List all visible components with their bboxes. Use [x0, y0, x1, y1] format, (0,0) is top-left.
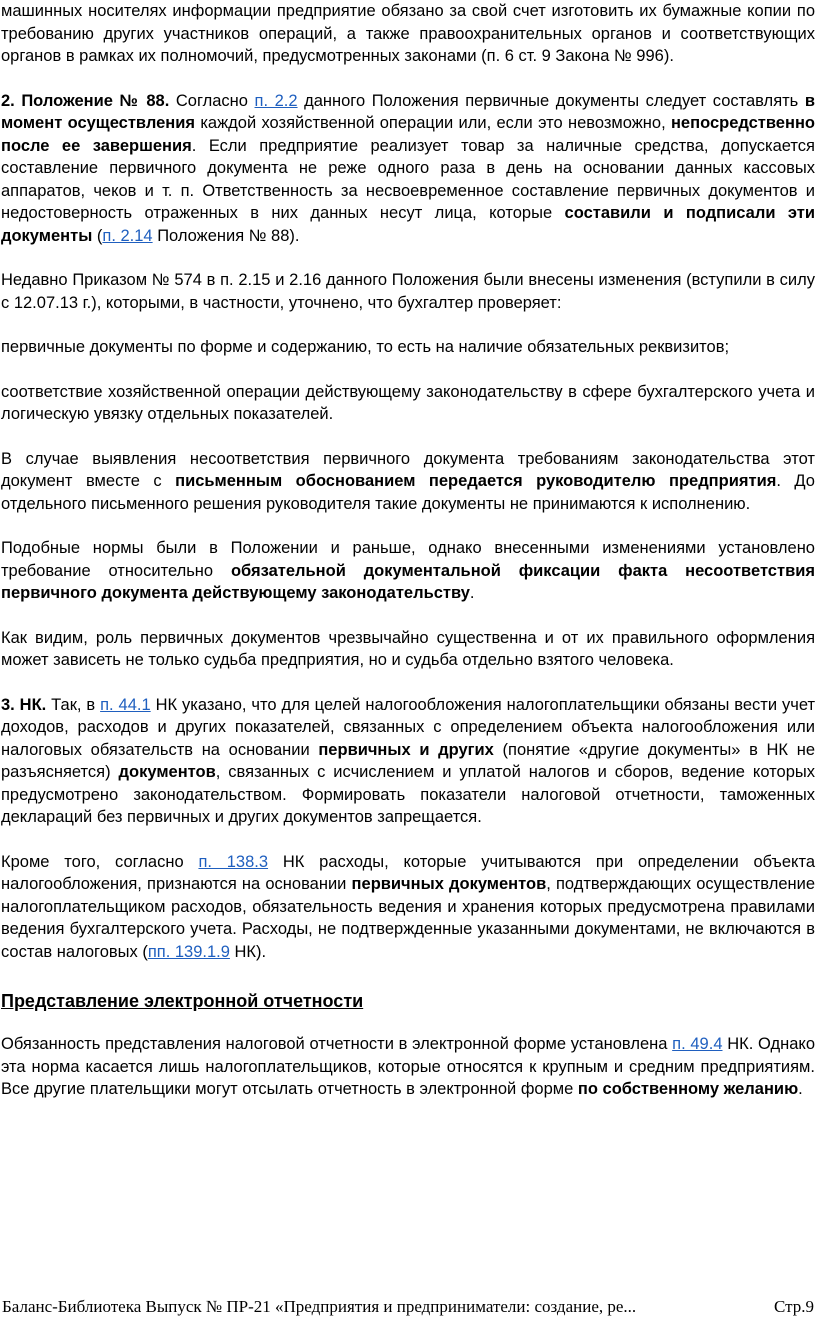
text-run: НК расходы, которые учитываются при определении объекта налогообложения, признаются на основании	[1, 852, 815, 893]
footer-page-number: Стр.9	[773, 1297, 814, 1316]
text-run: Кроме того, согласно	[1, 852, 199, 871]
link-p-44-1[interactable]: п. 44.1	[100, 695, 151, 714]
section-heading-electronic-reporting: Представление электронной отчетности	[1, 991, 364, 1011]
text-run: Положения № 88).	[152, 226, 300, 245]
text-run: НК указано, что для целей налогообложения налогоплательщики обязаны вести учет доходов, расходов и других показателей, связанных с определением объекта налогообложения или налоговых обязательств на основании	[1, 695, 816, 759]
paragraph-intro: машинных носителях информации предприятие обязано за свой счет изготовить их бумажные копии по требованию других участников операций, а также правоохранительных органов и соответствующих органов в рамках их полномочий, предусмотренных законами (п. 6 ст. 9 Закона № 996).	[1, 2, 815, 65]
bold-run: в момент осуществления	[1, 91, 815, 132]
link-p-2-2[interactable]: п. 2.2	[254, 91, 298, 110]
text-run: . Если предприятие реализует товар за наличные средства, допускается составление первичного документа не реже одного раза в день на основании данных кассовых аппаратов, чеков и т. п. Ответственность за несвоевременное составление первичных документов и недостоверность отраженных в них данных несут лица, которые	[1, 136, 815, 222]
paragraph-expenses	[0, 851, 815, 964]
paragraph-regulation-88	[0, 90, 815, 248]
bold-run: составили и подписали эти документы	[1, 204, 815, 245]
paragraph-check-form: первичные документы по форме и содержанию, то есть на наличие обязательных реквизитов;	[1, 338, 730, 356]
section-lead: 2. Положение № 88.	[1, 91, 170, 110]
text-run: данного Положения первичные документы следует составлять	[297, 91, 805, 110]
text-run: НК. Однако эта норма касается лишь налогоплательщиков, которые относятся к крупным и средним предприятиям. Все другие плательщики могут отсылать отчетность в электронной форме	[1, 1035, 816, 1098]
paragraph-electronic-reporting	[0, 1033, 815, 1101]
bold-run: по собственному желанию	[577, 1080, 799, 1098]
bold-run: первичных документов	[351, 875, 547, 893]
bold-run: документов	[118, 763, 216, 781]
section-lead: 3. НК.	[1, 695, 47, 714]
text-run: каждой хозяйственной операции или, если это невозможно,	[195, 114, 671, 132]
link-p-138-3[interactable]: п. 138.3	[198, 852, 269, 871]
paragraph-role-of-documents: Как видим, роль первичных документов чрезвычайно существенна и от их правильного оформления может зависеть не только судьба предприятия, но и судьба отдельно взятого человека.	[1, 628, 815, 669]
text-run: , подтверждающих осуществление налогоплательщиком расходов, обязательность ведения и хранения которых предусмотрена правилами ведения бухгалтерского учета. Расходы, не подтвержденные указанными документами, не включаются в состав налоговых (	[1, 875, 815, 961]
bold-run: первичных и других	[318, 740, 494, 759]
paragraph-order-574: Недавно Приказом № 574 в п. 2.15 и 2.16 данного Положения были внесены изменения (вступили в силу с 12.07.13 г.), которыми, в частности, уточнено, что бухгалтер проверяет:	[1, 271, 815, 312]
page-footer	[2, 1296, 814, 1318]
paragraph-tax-code	[0, 694, 815, 829]
text-run: Согласно	[169, 91, 255, 110]
text-run: (понятие «другие документы» в НК не разъясняется)	[1, 740, 815, 781]
footer-title: Баланс-Библиотека Выпуск № ПР-21 «Предприятия и предприниматели: создание, ре...	[2, 1297, 637, 1316]
text-run: . До отдельного письменного решения руководителя такие документы не принимаются к исполнению.	[1, 472, 815, 513]
link-p-49-4[interactable]: п. 49.4	[672, 1035, 723, 1053]
paragraph-check-compliance: соответствие хозяйственной операции действующему законодательству в сфере бухгалтерского учета и логическую увязку отдельных показателей.	[1, 382, 815, 423]
text-run: Так, в	[46, 695, 101, 714]
paragraph-nonconformity	[0, 448, 815, 516]
text-run: НК).	[229, 942, 267, 961]
text-run: .	[469, 584, 475, 602]
text-run: .	[798, 1080, 803, 1098]
text-run: Обязанность представления налоговой отчетности в электронной форме установлена	[1, 1035, 673, 1053]
bold-run: непосредственно после ее завершения	[1, 114, 815, 155]
bold-run: письменным обоснованием передается руководителю предприятия	[175, 472, 777, 490]
bold-run: обязательной документальной фиксации факта несоответствия первичного документа действующему законодательству	[1, 561, 815, 602]
text-run: Подобные нормы были в Положении и раньше, однако внесенными изменениями установлено требование относительно	[1, 539, 815, 580]
text-run: , связанных с исчислением и уплатой налогов и сборов, ведение которых предусмотрено законодательством. Формировать показатели налоговой отчетности, таможенных деклараций без первичных и других документов запрещается.	[1, 763, 815, 826]
link-pp-139-1-9[interactable]: пп. 139.1.9	[147, 942, 230, 961]
text-run: В случае выявления несоответствия первичного документа требованиям законодательства этот документ вместе с	[1, 449, 815, 490]
link-p-2-14[interactable]: п. 2.14	[102, 226, 153, 245]
paragraph-similar-norms	[0, 537, 815, 605]
text-run: (	[92, 226, 103, 245]
